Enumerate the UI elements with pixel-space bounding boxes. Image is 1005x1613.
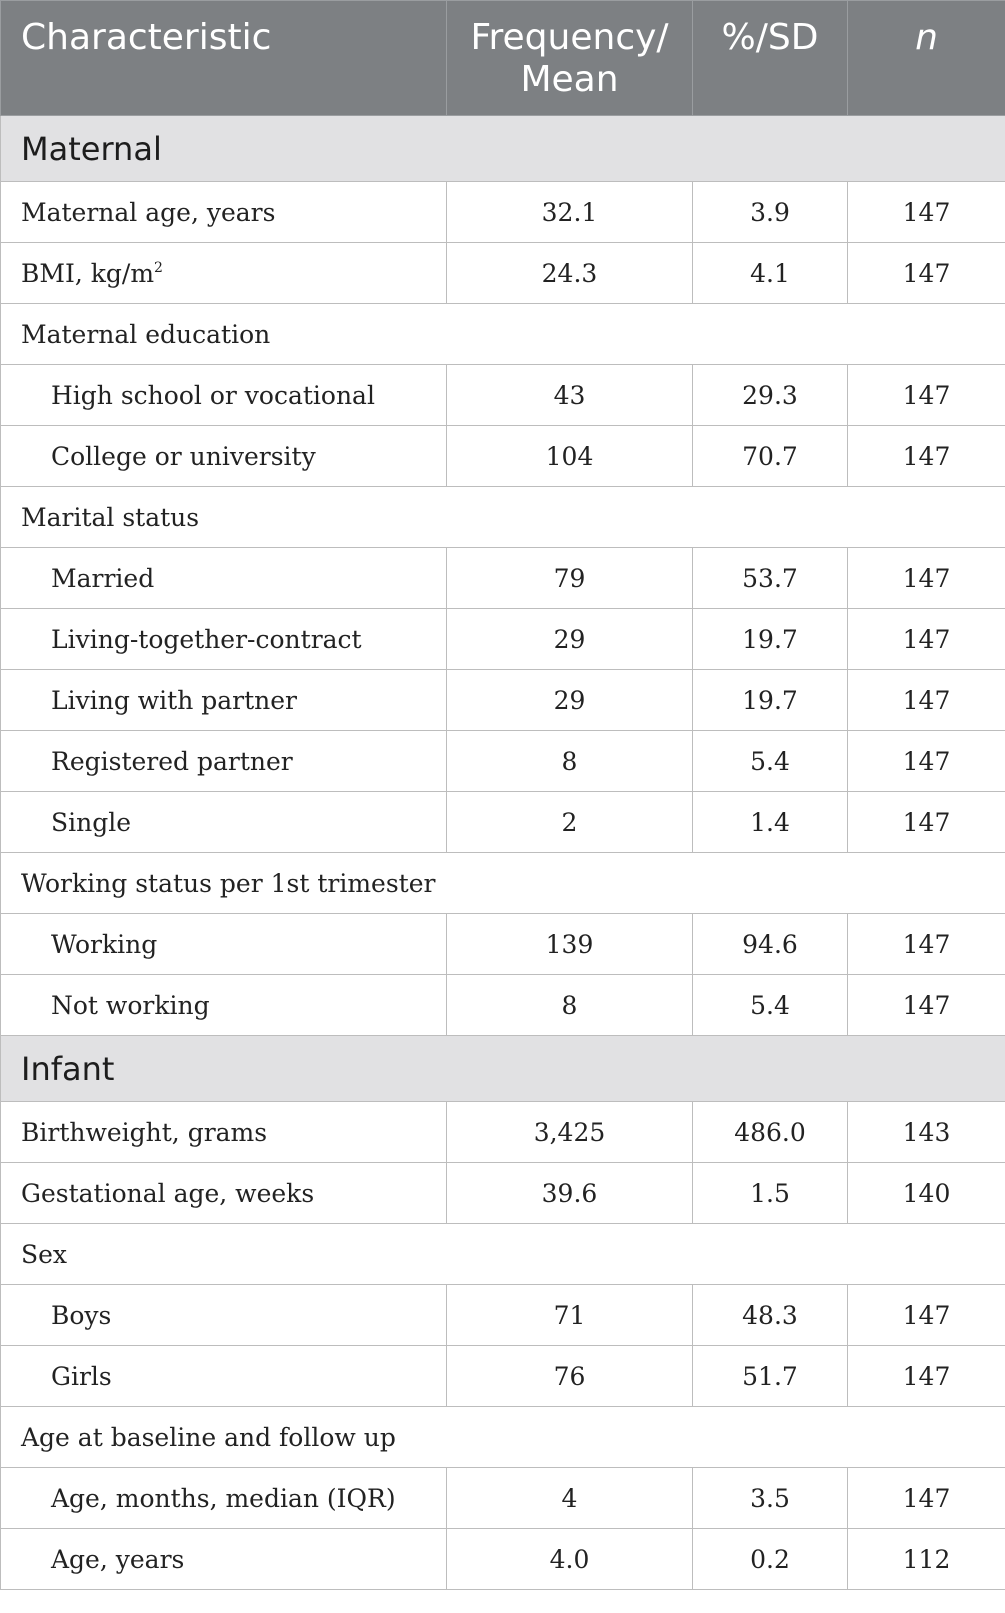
header-n: n [848, 1, 1005, 116]
subheading-label: Marital status [1, 487, 1005, 548]
n-cell: 147 [848, 670, 1005, 731]
percent-sd-cell: 3.9 [693, 182, 848, 243]
table-row [1, 670, 1005, 731]
percent-sd-cell: 19.7 [693, 670, 848, 731]
row-label-text: Age, months, median (IQR) [51, 1483, 396, 1513]
percent-sd-cell: 5.4 [693, 731, 848, 792]
section-row [1, 116, 1005, 182]
row-label [1, 1285, 447, 1346]
frequency-mean-cell: 8 [447, 975, 693, 1036]
row-label [1, 548, 447, 609]
section-title: Infant [1, 1036, 1005, 1102]
percent-sd-cell: 48.3 [693, 1285, 848, 1346]
table-row [1, 1285, 1005, 1346]
row-label [1, 1468, 447, 1529]
n-cell: 147 [848, 365, 1005, 426]
subheading-row [1, 304, 1005, 365]
percent-sd-cell: 51.7 [693, 1346, 848, 1407]
row-label-text: Girls [51, 1361, 112, 1391]
n-cell: 147 [848, 975, 1005, 1036]
frequency-mean-cell: 76 [447, 1346, 693, 1407]
header-mean: Mean [520, 59, 619, 100]
table-row [1, 1468, 1005, 1529]
n-cell: 147 [848, 1285, 1005, 1346]
row-label-text: College or university [51, 441, 316, 471]
table-row [1, 182, 1005, 243]
row-label-text: Living with partner [51, 685, 298, 715]
row-label-text: Living-together-contract [51, 624, 362, 654]
row-label-text: Registered partner [51, 746, 293, 776]
header-frequency: Frequency/ [470, 17, 669, 58]
table-row [1, 1102, 1005, 1163]
row-label [1, 914, 447, 975]
n-cell: 147 [848, 548, 1005, 609]
n-cell: 147 [848, 1346, 1005, 1407]
subheading-row [1, 853, 1005, 914]
subheading-row [1, 487, 1005, 548]
frequency-mean-cell: 2 [447, 792, 693, 853]
table-body [1, 116, 1005, 1590]
row-label-text: Single [51, 807, 132, 837]
percent-sd-cell: 3.5 [693, 1468, 848, 1529]
table-row [1, 365, 1005, 426]
row-label-text: BMI, kg/m [21, 258, 155, 288]
n-cell: 143 [848, 1102, 1005, 1163]
section-row [1, 1036, 1005, 1102]
n-cell: 147 [848, 609, 1005, 670]
row-label [1, 670, 447, 731]
row-label [1, 1102, 447, 1163]
table-row [1, 1163, 1005, 1224]
n-cell: 112 [848, 1529, 1005, 1590]
subheading-label: Sex [1, 1224, 1005, 1285]
header-frequency-mean [447, 1, 693, 116]
frequency-mean-cell: 71 [447, 1285, 693, 1346]
row-label-text: Boys [51, 1300, 112, 1330]
percent-sd-cell: 486.0 [693, 1102, 848, 1163]
frequency-mean-cell: 39.6 [447, 1163, 693, 1224]
table-header-row [1, 1, 1005, 116]
percent-sd-cell: 0.2 [693, 1529, 848, 1590]
frequency-mean-cell: 32.1 [447, 182, 693, 243]
row-label [1, 975, 447, 1036]
row-label [1, 365, 447, 426]
row-label-text: Not working [51, 990, 210, 1020]
frequency-mean-cell: 29 [447, 670, 693, 731]
table-row [1, 975, 1005, 1036]
row-label-text: Married [51, 563, 155, 593]
row-label [1, 792, 447, 853]
row-label [1, 182, 447, 243]
table-row [1, 609, 1005, 670]
row-label [1, 1529, 447, 1590]
table-row [1, 792, 1005, 853]
percent-sd-cell: 94.6 [693, 914, 848, 975]
table-row [1, 914, 1005, 975]
row-label-text: Age, years [51, 1544, 185, 1574]
row-label [1, 243, 447, 304]
percent-sd-cell: 1.4 [693, 792, 848, 853]
percent-sd-cell: 29.3 [693, 365, 848, 426]
subheading-label: Age at baseline and follow up [1, 1407, 1005, 1468]
frequency-mean-cell: 24.3 [447, 243, 693, 304]
table-row [1, 243, 1005, 304]
subheading-row [1, 1224, 1005, 1285]
row-label-text: Maternal age, years [21, 197, 276, 227]
frequency-mean-cell: 139 [447, 914, 693, 975]
percent-sd-cell: 70.7 [693, 426, 848, 487]
row-label [1, 731, 447, 792]
row-label-text: Working [51, 929, 158, 959]
row-label-text: Birthweight, grams [21, 1117, 268, 1147]
frequency-mean-cell: 43 [447, 365, 693, 426]
frequency-mean-cell: 104 [447, 426, 693, 487]
row-label-text: High school or vocational [51, 380, 375, 410]
frequency-mean-cell: 8 [447, 731, 693, 792]
table-row [1, 731, 1005, 792]
n-cell: 147 [848, 243, 1005, 304]
percent-sd-cell: 4.1 [693, 243, 848, 304]
row-label-text: Gestational age, weeks [21, 1178, 315, 1208]
percent-sd-cell: 5.4 [693, 975, 848, 1036]
frequency-mean-cell: 3,425 [447, 1102, 693, 1163]
table-row [1, 548, 1005, 609]
frequency-mean-cell: 4 [447, 1468, 693, 1529]
row-label [1, 609, 447, 670]
section-title: Maternal [1, 116, 1005, 182]
n-cell: 147 [848, 1468, 1005, 1529]
subheading-label: Working status per 1st trimester [1, 853, 1005, 914]
n-cell: 140 [848, 1163, 1005, 1224]
table-row [1, 426, 1005, 487]
frequency-mean-cell: 29 [447, 609, 693, 670]
n-cell: 147 [848, 914, 1005, 975]
header-percent-sd: %/SD [693, 1, 848, 116]
row-label [1, 426, 447, 487]
row-label-superscript: 2 [154, 259, 163, 276]
subheading-label: Maternal education [1, 304, 1005, 365]
header-characteristic: Characteristic [1, 1, 447, 116]
n-cell: 147 [848, 792, 1005, 853]
n-cell: 147 [848, 182, 1005, 243]
frequency-mean-cell: 4.0 [447, 1529, 693, 1590]
n-cell: 147 [848, 731, 1005, 792]
row-label [1, 1163, 447, 1224]
percent-sd-cell: 53.7 [693, 548, 848, 609]
n-cell: 147 [848, 426, 1005, 487]
table-row [1, 1346, 1005, 1407]
subheading-row [1, 1407, 1005, 1468]
row-label [1, 1346, 447, 1407]
table-row [1, 1529, 1005, 1590]
frequency-mean-cell: 79 [447, 548, 693, 609]
percent-sd-cell: 1.5 [693, 1163, 848, 1224]
percent-sd-cell: 19.7 [693, 609, 848, 670]
